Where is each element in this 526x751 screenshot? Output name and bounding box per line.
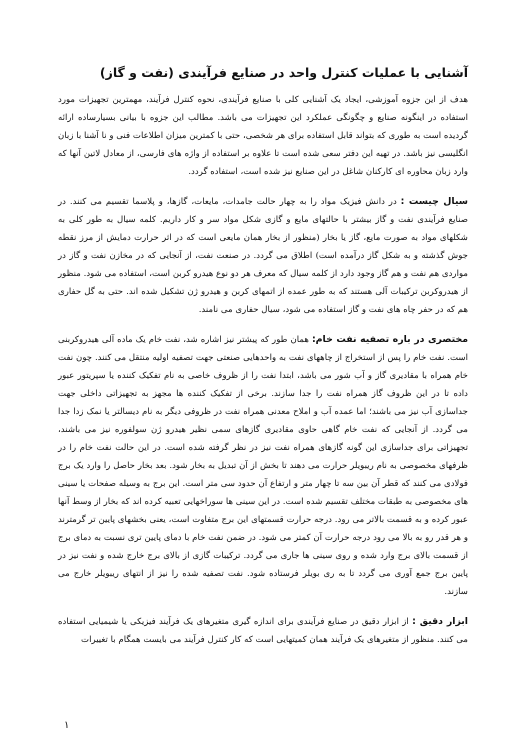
page-number: ١ [64,720,70,731]
fluid-body: در دانش فیزیک مواد را به چهار حالت جامدات، مایعات، گازها، و پلاسما تقسیم می کنند. در صنایع فرآیندی نفت و گاز بیشتر با حالتهای مایع و گازی شکل مواد سر و کار داریم. کلمه سیال به طور کلی به شکلهای مواد به صورت مایع، گاز یا بخار (منظور از بخار همان مایعی است که در اثر حرارت دمایش از مرز نقطه جوش گذشته و به شکل گاز درآمده است) اطلاق می گردد. در صنعت نفت، از آنجایی که در مخازن نفت و گاز در مواردی هم نفت و هم گاز وجود دارد از کلمه سیال که معرف هر دو نوع هیدرو کربن است، استفاده می شود. منظور از هیدروکربن ترکیبات آلی هستند که به طور عمده از اتمهای کربن و هیدرو ژن تشکیل شده اند. حتی به گل حفاری هم که در حفر چاه های نفت و گاز استفاده می شود، سیال حفاری می نامند. [58,197,468,315]
refining-section [58,331,468,601]
precision-heading: ابزار دقیق : [412,616,469,627]
precision-body: از ابزار دقیق در صنایع فرآیندی برای اندازه گیری متغیرهای یک فرآیند فیزیکی یا شیمیایی استفاده می کنند. منظور از متغیرهای یک فرآیند همان کمیتهایی است که کار کنترل فرآیند می بایست همگام با تغییرات [58,617,468,645]
refining-body: همان طور که پیشتر نیز اشاره شد، نفت خام یک ماده آلی هیدروکربنی است. نفت خام را پس از استخراج از چاههای نفت به واحدهایی صنعتی جهت تصفیه اولیه منتقل می کنند. چون نفت خام همراه با مقادیری گاز و آب شور می باشد، ابتدا نفت را از ظروف خاصی به نام تفکیک کننده یا سپریتور عبور داده تا در این ظروف گاز همراه نفت را جدا سازند. برخی از تفکیک کننده ها مجهز به تجهیزاتی داخلی جهت جداسازی آب نیز می باشند؛ اما عمده آب و املاح معدنی همراه نفت در ظروفی دیگر به نام دیسالتر یا نمک زدا جدا می گردد. از آنجایی که نفت خام گاهی حاوی مقادیری گازهای سمی نظیر هیدرو ژن سولفوره نیز می باشند، تجهیزاتی برای جداسازی این گونه گازهای همراه نفت نیز در نظر گرفته شده است. در این حالت نفت خام را در ظرفهای مخصوصی به نام ریبویلر حرارت می دهند تا بخش از آن تبدیل به بخار شود. بعد بخار حاصل را وارد یک برج فولادی می کنند که قطر آن بین سه تا چهار متر و ارتفاع آن حدود سی متر است. این برج به وسیله صفحات یا سینی های مخصوصی به طبقات مختلف تقسیم شده است. در این سینی ها سوراخهایی تعبیه کرده اند که بخار از وسط آنها عبور کرده و به قسمت بالاتر می رود. درجه حرارت قسمتهای این برج متفاوت است، یعنی بخشهای پایین تر گرمترند و هر قدر رو به بالا می رود درجه حرارت آن کمتر می شود. در ضمن نفت خام با دمای پایین تری نسبت به دمای برج از قسمت بالای برج وارد شده و روی سینی ها جاری می گردد. ترکیبات گازی از بالای برج خارج شده و نفت نیز در پایین برج جمع آوری می گردد تا به ری بویلر فرستاده شود. نفت تصفیه شده را نیز از انتهای ریبویلر خارج می سازند. [58,335,468,597]
intro-paragraph: هدف از این جزوه آموزشی، ایجاد یک آشنایی کلی با صنایع فرآیندی، نحوه کنترل فرآیند، مهمترین تجهیزات مورد استفاده در اینگونه صنایع و چگونگی عملکرد این تجهیزات می باشد. مطالب این جزوه با بیانی بسیارساده ارائه گردیده است به طوری که بتواند قابل استفاده برای هر شخصی، حتی با کمترین میزان اطلاعات فنی و نا آشنا با زبان انگلیسی نیز باشد. در تهیه این دفتر سعی شده است تا علاوه بر استفاده از واژه های فارسی، از معادل لاتین آنها که وارد زبان محاوره ای کارکنان شاغل در این صنایع نیز شده است، استفاده گردد. [58,95,468,177]
fluid-heading: سیال چیست : [400,196,468,207]
fluid-section [58,193,468,319]
page-title: آشنایی با عملیات کنترل واحد در صنایع فرآیندی (نفت و گاز) [99,65,468,80]
refining-heading: مختصری در باره تصفیه نفت خام: [311,334,468,345]
precision-section [58,613,468,649]
